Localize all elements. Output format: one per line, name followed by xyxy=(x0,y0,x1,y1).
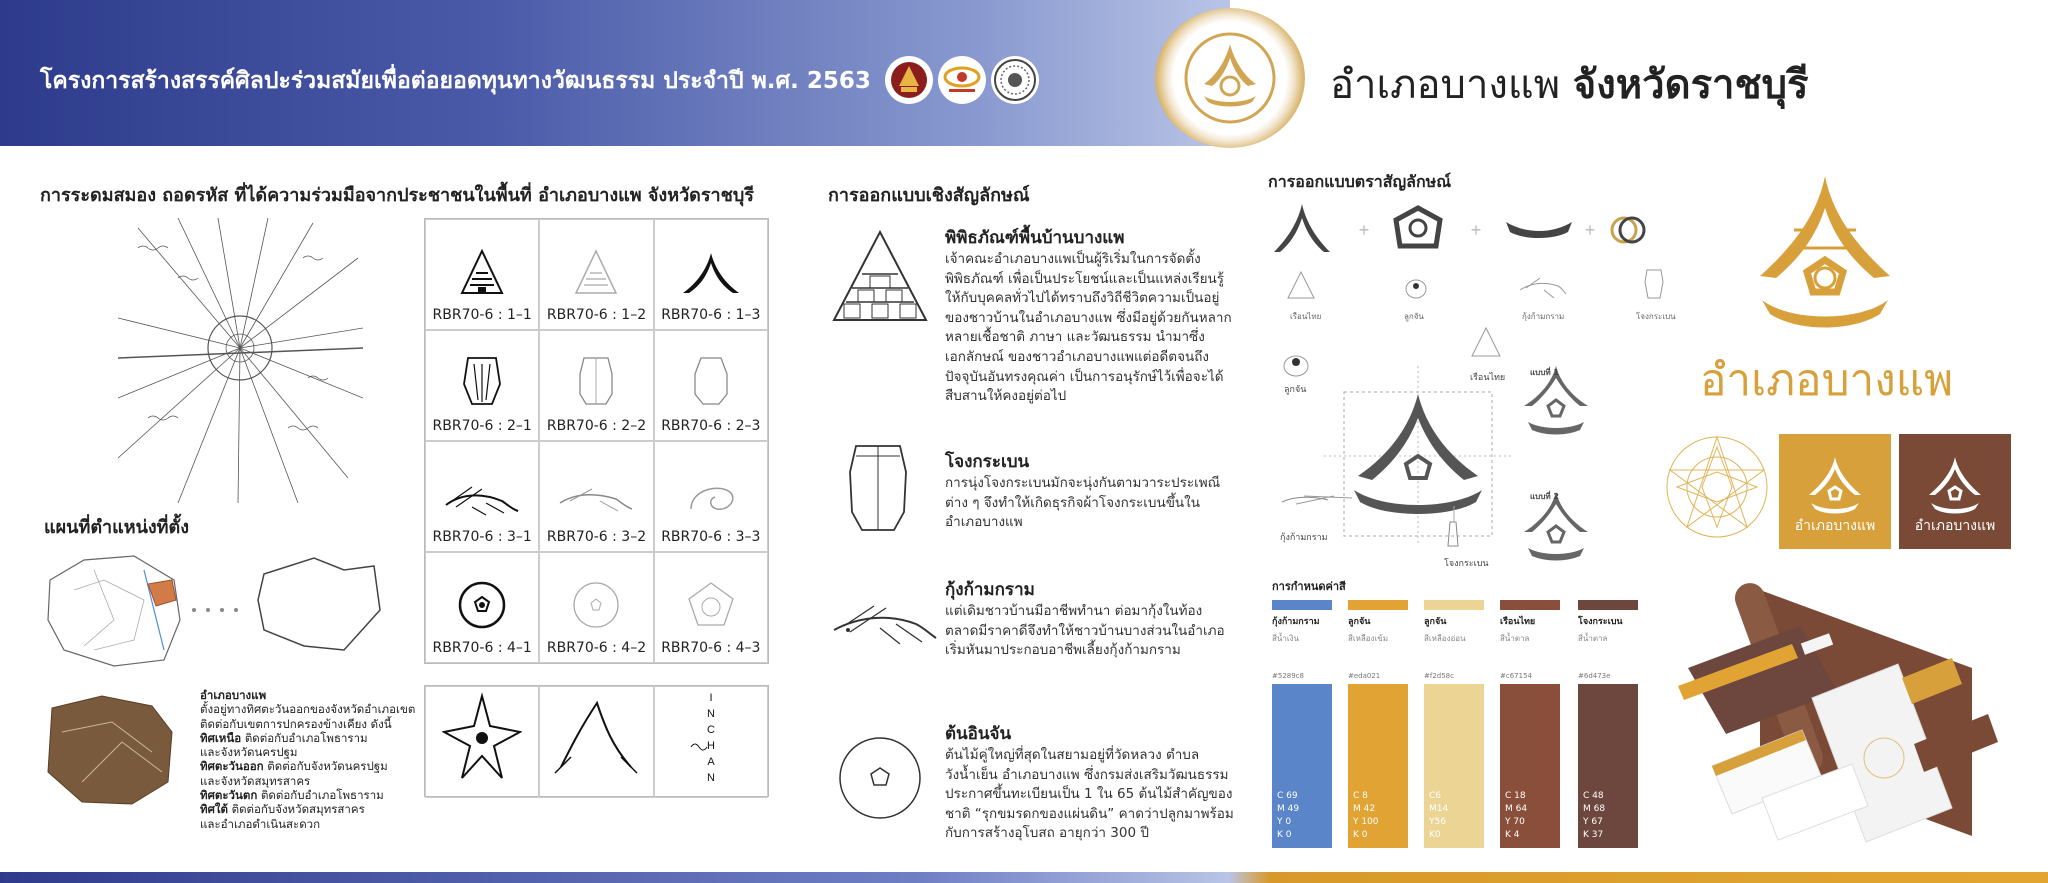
cmyk-k: K 0 xyxy=(1353,830,1368,840)
symbol-title-museum: พิพิธภัณฑ์พื้นบ้านบางแพ xyxy=(945,228,1125,248)
diagram-label-jongkraben: โจงกระเบน xyxy=(1444,559,1489,569)
cmyk-y: Y 100 xyxy=(1353,817,1379,827)
logo-tile-brown-icon xyxy=(1923,455,1987,515)
symbol-title-shrimp: กุ้งก้ามกราม xyxy=(945,580,1035,600)
color-hex: #f2d58c xyxy=(1424,672,1454,680)
jongkraben-rounded-icon xyxy=(691,354,731,408)
cmyk-c: C 18 xyxy=(1505,791,1526,801)
cmyk-c: C 69 xyxy=(1277,791,1298,801)
color-subname: สีน้ำเงิน xyxy=(1272,634,1299,643)
code-cell xyxy=(425,330,539,441)
jongkraben-icon xyxy=(846,442,910,534)
code-label: RBR70-6 : 3–2 xyxy=(546,529,647,545)
color-hex: #c67154 xyxy=(1500,672,1532,680)
brainstorm-sketch xyxy=(118,218,363,503)
shrimp-curl-icon xyxy=(681,479,741,519)
roof-sketch-icon xyxy=(551,697,641,777)
lukjan-light-icon xyxy=(571,580,621,630)
color-name: กุ้งก้ามกราม xyxy=(1272,617,1320,627)
code-cell xyxy=(539,441,653,552)
code-cell xyxy=(539,219,653,330)
color-subname: สีเหลืองเข้ม xyxy=(1348,634,1388,643)
lukjan-small-icon xyxy=(1404,278,1428,300)
sketch-cell xyxy=(654,686,768,798)
code-cell xyxy=(654,552,768,663)
sketch-grid xyxy=(424,685,769,797)
cmyk-k: K0 xyxy=(1429,830,1441,840)
cmyk-m: M 49 xyxy=(1277,804,1300,814)
district-title xyxy=(1330,52,1809,116)
header-title: โครงการสร้างสรรค์ศิลปะร่วมสมัยเพื่อต่อยอดทุนทางวัฒนธรรม ประจำปี พ.ศ. 2563 xyxy=(40,68,871,94)
west-text: ติดต่อกับอำเภอโพธาราม xyxy=(260,788,384,803)
part-label-shrimp: กุ้งก้ามกราม xyxy=(1522,312,1565,321)
seal-thai-eye-icon xyxy=(938,56,986,104)
museum-house-icon xyxy=(830,228,930,324)
code-cell xyxy=(654,219,768,330)
north-label: ทิศเหนือ xyxy=(200,730,242,745)
north-text-2: และจังหวัดนครปฐม xyxy=(200,745,298,760)
svg-text:C: C xyxy=(706,724,715,736)
symbol-text-jongkraben: การนุ่งโจงกระเบนมักจะนุ่งกันตามวาระประเพณีต่าง ๆ จึงทำให้เกิดธุรกิจผ้าโจงกระเบนขึ้นในอำเภอบางแพ xyxy=(945,475,1221,531)
lukjan-icon xyxy=(838,736,922,820)
shrimp-light-icon xyxy=(556,483,636,519)
diagram-label-ruenthai: เรือนไทย xyxy=(1470,373,1506,383)
color-name: ลูกจัน xyxy=(1424,617,1447,627)
color-name: ลูกจัน xyxy=(1348,617,1371,627)
section2-title: การออกแบบเชิงสัญลักษณ์ xyxy=(828,185,1030,206)
diagram-label-shrimp: กุ้งก้ามกราม xyxy=(1280,533,1328,543)
code-cell xyxy=(654,330,768,441)
cmyk-y: Y56 xyxy=(1429,817,1446,827)
svg-text:A: A xyxy=(707,756,715,768)
district-info xyxy=(200,688,420,831)
cmyk-c: C 48 xyxy=(1583,791,1604,801)
color-swatch xyxy=(1500,684,1560,848)
star-sketch-icon xyxy=(442,692,522,782)
code-label: RBR70-6 : 2–3 xyxy=(661,418,761,434)
color-hex: #5289c8 xyxy=(1272,672,1304,680)
stationery-mockup xyxy=(1652,568,2002,858)
south-label: ทิศใต้ xyxy=(200,802,228,817)
district-name: อำเภอบางแพ xyxy=(1330,62,1561,108)
code-label: RBR70-6 : 3–3 xyxy=(661,529,761,545)
thai-house-icon xyxy=(458,249,506,297)
east-text-2: และจังหวัดสมุทรสาคร xyxy=(200,773,311,788)
code-label: RBR70-6 : 3–1 xyxy=(432,529,532,545)
vertical-text-sketch xyxy=(681,687,741,787)
south-text: ติดต่อกับจังหวัดสมุทรสาคร xyxy=(231,802,365,817)
cmyk-k: K 4 xyxy=(1505,830,1520,840)
diagram-label-version2: แบบที่ 2 xyxy=(1530,492,1559,501)
code-cell xyxy=(654,441,768,552)
cmyk-y: Y 67 xyxy=(1583,817,1603,827)
color-subname: สีน้ำตาล xyxy=(1500,634,1530,643)
seal-temple-icon xyxy=(885,56,933,104)
shrimp-icon xyxy=(830,600,940,652)
color-swatch-strip xyxy=(1578,600,1638,610)
symbol-text-lukjan: ต้นไม้คู่ใหญ่ที่สุดในสยามอยู่ที่วัดหลวง ตำบลวังน้ำเย็น อำเภอบางแพ ซึ่งกรมส่งเสริมวัฒนธรรมประกาศขึ้นทะเบียนเป็น 1 ใน 65 ต้นไม้สำคัญของชาติ “รุกขมรดกของแผ่นดิน” คาดว่าปลูกมาพร้อมกับการสร้างอุโบสถ อายุกว่า 300 ปี xyxy=(945,747,1234,842)
code-grid xyxy=(424,218,769,664)
svg-text:+: + xyxy=(1584,220,1596,240)
north-text: ติดต่อกับอำเภอโพธาราม xyxy=(244,730,368,745)
logo-tile-gold-label: อำเภอบางแพ xyxy=(1794,518,1876,534)
shrimp-small-icon xyxy=(1518,274,1568,302)
map-title: แผนที่ตำแหน่งที่ตั้ง xyxy=(44,517,190,538)
thai-house-light-icon xyxy=(572,249,620,297)
plus-sign: + xyxy=(1358,220,1370,240)
cmyk-m: M 64 xyxy=(1505,804,1528,814)
cmyk-m: M 68 xyxy=(1583,804,1606,814)
svg-text:I: I xyxy=(709,692,713,704)
jongkraben-sketch-icon xyxy=(460,354,504,408)
section3-title: การออกแบบตราสัญลักษณ์ xyxy=(1268,172,1452,191)
cmyk-values xyxy=(1353,790,1379,842)
lukjan-pentagon-icon xyxy=(686,580,736,630)
svg-text:H: H xyxy=(706,740,715,752)
code-cell xyxy=(425,552,539,663)
cmyk-c: C 8 xyxy=(1353,791,1368,801)
color-swatch xyxy=(1272,684,1332,848)
code-cell xyxy=(425,219,539,330)
part-label-ruenthai: เรือนไทย xyxy=(1290,312,1322,321)
info-title: อำเภอบางแพ xyxy=(200,688,267,702)
section1-title: การระดมสมอง ถอดรหัส ที่ได้ความร่วมมือจากประชาชนในพื้นที่ อำเภอบางแพ จังหวัดราชบุรี xyxy=(40,185,754,206)
cmyk-m: M14 xyxy=(1429,804,1449,814)
pattern-star-icon xyxy=(1662,432,1772,542)
info-line: ตั้งอยู่ทางทิศตะวันออกของจังหวัดอำเภอเขต xyxy=(200,702,416,717)
color-hex: #6d473e xyxy=(1578,672,1611,680)
cmyk-k: K 37 xyxy=(1583,830,1604,840)
symbol-text-museum: เจ้าคณะอำเภอบางแพเป็นผู้ริเริ่มในการจัดตั้งพิพิธภัณฑ์ เพื่อเป็นประโยชน์และเป็นแหล่งเรียนรู้ให้กับบุคคลทั่วไปได้ทราบถึงวิถีชีวิตความเป็นอยู่ของชาวบ้านในอำเภอบางแพ ซึ่งมีอยู่ด้วยกันหลากหลายเชื้อชาติ ภาษา และวัฒนธรรม นำมาซึ่งเอกลักษณ์ ของชาวอำเภอบางแพแต่อดีตจนถึงปัจจุบันอันทรงคุณค่า เป็นการอนุรักษ์ไว้เพื่อจะได้สืบสานให้คงอยู่ต่อไป xyxy=(945,251,1232,405)
color-hex: #eda021 xyxy=(1348,672,1381,680)
color-swatch-strip xyxy=(1500,600,1560,610)
sketch-cell xyxy=(425,686,539,798)
code-cell xyxy=(539,552,653,663)
district-aerial-map xyxy=(42,692,176,808)
diagram-label-lukjan: ลูกจัน xyxy=(1284,385,1307,395)
color-swatch-strip xyxy=(1424,600,1484,610)
color-swatch xyxy=(1424,684,1484,848)
code-label: RBR70-6 : 1–2 xyxy=(546,307,647,323)
bottom-bar xyxy=(0,872,2048,883)
color-swatch-strip xyxy=(1272,600,1332,610)
cmyk-y: Y 70 xyxy=(1505,817,1525,827)
east-text: ติดต่อกับจังหวัดนครปฐม xyxy=(267,759,388,774)
color-name: โจงกระเบน xyxy=(1578,617,1623,627)
code-cell xyxy=(539,330,653,441)
seal-round-icon xyxy=(991,56,1039,104)
svg-text:N: N xyxy=(706,772,715,784)
main-logo-name: อำเภอบางแพ xyxy=(1700,355,1954,406)
south-text-2: และอำเภอดำเนินสะดวก xyxy=(200,816,321,831)
province-name: จังหวัดราชบุรี xyxy=(1572,62,1809,108)
cmyk-values xyxy=(1277,790,1299,842)
cmyk-values xyxy=(1583,790,1605,842)
svg-text:N: N xyxy=(706,708,715,720)
color-subname: สีเหลืองอ่อน xyxy=(1424,634,1466,643)
code-label: RBR70-6 : 4–3 xyxy=(661,640,761,656)
code-label: RBR70-6 : 1–3 xyxy=(661,307,761,323)
info-line: ติดต่อกับเขตการปกครองข้างเคียง ดังนี้ xyxy=(200,716,392,731)
code-label: RBR70-6 : 1–1 xyxy=(432,307,532,323)
color-table-title: การกำหนดค่าสี xyxy=(1272,580,1346,593)
symbol-text-shrimp: แต่เดิมชาวบ้านมีอาชีพทำนา ต่อมากุ้งในท้องตลาดมีราคาดีจึงทำให้ชาวบ้านบางส่วนในอำเภอ เริ่มหันมาประกอบอาชีพเลี้ยงกุ้งก้ามกราม xyxy=(945,603,1225,659)
color-name: เรือนไทย xyxy=(1500,617,1536,627)
symbol-title-jongkraben: โจงกระเบน xyxy=(945,452,1030,472)
cmyk-k: K 0 xyxy=(1277,830,1292,840)
ruenthai-small-icon xyxy=(1286,270,1316,300)
logo-tile-brown-label: อำเภอบางแพ xyxy=(1914,518,1996,534)
logo-tile-gold-icon xyxy=(1803,455,1867,515)
color-subname: สีน้ำตาล xyxy=(1578,634,1608,643)
logo-tile-brown xyxy=(1899,434,2011,549)
code-cell xyxy=(425,441,539,552)
diagram-label-version1: แบบที่ 1 xyxy=(1530,368,1559,377)
part-label-lukjan: ลูกจัน xyxy=(1404,312,1424,321)
cmyk-values xyxy=(1429,790,1448,842)
code-label: RBR70-6 : 2–2 xyxy=(546,418,647,434)
roof-curve-icon xyxy=(681,249,741,297)
cmyk-values xyxy=(1505,790,1527,842)
province-map xyxy=(44,550,384,670)
jongkraben-small-icon xyxy=(1644,268,1664,302)
cmyk-m: M 42 xyxy=(1353,804,1376,814)
cmyk-c: C6 xyxy=(1429,791,1442,801)
header xyxy=(0,0,2048,148)
color-swatch xyxy=(1348,684,1408,848)
logo-tile-gold xyxy=(1779,434,1891,549)
main-logo-icon xyxy=(1740,172,1910,342)
cmyk-y: Y 0 xyxy=(1277,817,1292,827)
code-label: RBR70-6 : 4–1 xyxy=(432,640,532,656)
sketch-cell xyxy=(539,686,653,798)
lukjan-sketch-icon xyxy=(457,580,507,630)
part-label-jongkraben: โจงกระเบน xyxy=(1636,312,1676,321)
east-label: ทิศตะวันออก xyxy=(200,759,264,774)
symbol-title-lukjan: ต้นอินจัน xyxy=(945,724,1012,744)
jongkraben-outline-icon xyxy=(576,354,616,408)
district-seal-icon xyxy=(1155,8,1305,148)
svg-text:+: + xyxy=(1470,220,1482,240)
logo-elements-row xyxy=(1270,200,1650,260)
shrimp-sketch-icon xyxy=(442,483,522,519)
color-swatch xyxy=(1578,684,1638,848)
west-label: ทิศตะวันตก xyxy=(200,788,258,803)
color-swatch-strip xyxy=(1348,600,1408,610)
code-label: RBR70-6 : 2–1 xyxy=(432,418,532,434)
code-label: RBR70-6 : 4–2 xyxy=(546,640,647,656)
